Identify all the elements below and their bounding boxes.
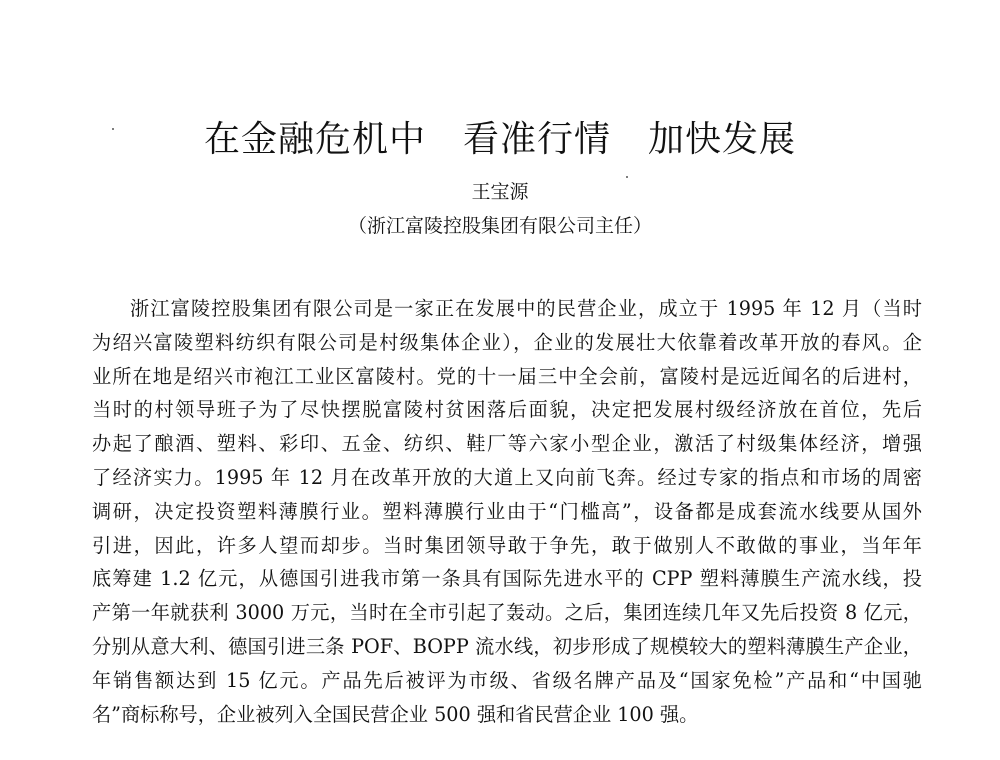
- scan-speck: [626, 176, 628, 178]
- body-line: 业所在地是绍兴市袍江工业区富陵村。党的十一届三中全会前，富陵村是远近闻名的后进村，: [92, 364, 922, 388]
- body-line: 引进，因此，许多人望而却步。当时集团领导敢于争先，敢于做别人不敢做的事业，当年年: [92, 533, 922, 557]
- body-line: 浙江富陵控股集团有限公司是一家正在发展中的民营企业，成立于 1995 年 12 月（当时: [130, 297, 922, 320]
- article-author: 王宝源: [471, 181, 529, 203]
- author-affiliation: （浙江富陵控股集团有限公司主任）: [347, 215, 652, 237]
- body-line: 为绍兴富陵塑料纺织有限公司是村级集体企业），企业的发展壮大依靠着改革开放的春风。企: [92, 330, 922, 354]
- body-line: 产第一年就获利 3000 万元，当时在全市引起了轰动。之后，集团连续几年又先后投资 8 亿元，: [92, 601, 922, 625]
- body-line: 了经济实力。1995 年 12 月在改革开放的大道上又向前飞奔。经过专家的指点和市场的周密: [92, 465, 922, 489]
- body-line: 名”商标称号，企业被列入全国民营企业 500 强和省民营企业 100 强。: [92, 702, 699, 726]
- scan-speck: [112, 128, 114, 130]
- article-title: 在金融危机中 看准行情 加快发展: [203, 119, 796, 160]
- body-line: 办起了酿酒、塑料、彩印、五金、纺织、鞋厂等六家小型企业，激活了村级集体经济，增强: [92, 432, 922, 456]
- body-line: 年销售额达到 15 亿元。产品先后被评为市级、省级名牌产品及“国家免检”产品和“中国驰: [92, 668, 922, 692]
- body-line: 当时的村领导班子为了尽快摆脱富陵村贫困落后面貌，决定把发展村级经济放在首位，先后: [92, 398, 922, 422]
- article-body: [92, 292, 922, 731]
- body-line: 调研，决定投资塑料薄膜行业。塑料薄膜行业由于“门槛高”，设备都是成套流水线要从国外: [92, 499, 922, 523]
- body-line: 分别从意大利、德国引进三条 POF、BOPP 流水线，初步形成了规模较大的塑料薄膜生产企业，: [92, 634, 922, 658]
- body-line: 底筹建 1.2 亿元，从德国引进我市第一条具有国际先进水平的 CPP 塑料薄膜生产流水线，投: [92, 567, 922, 591]
